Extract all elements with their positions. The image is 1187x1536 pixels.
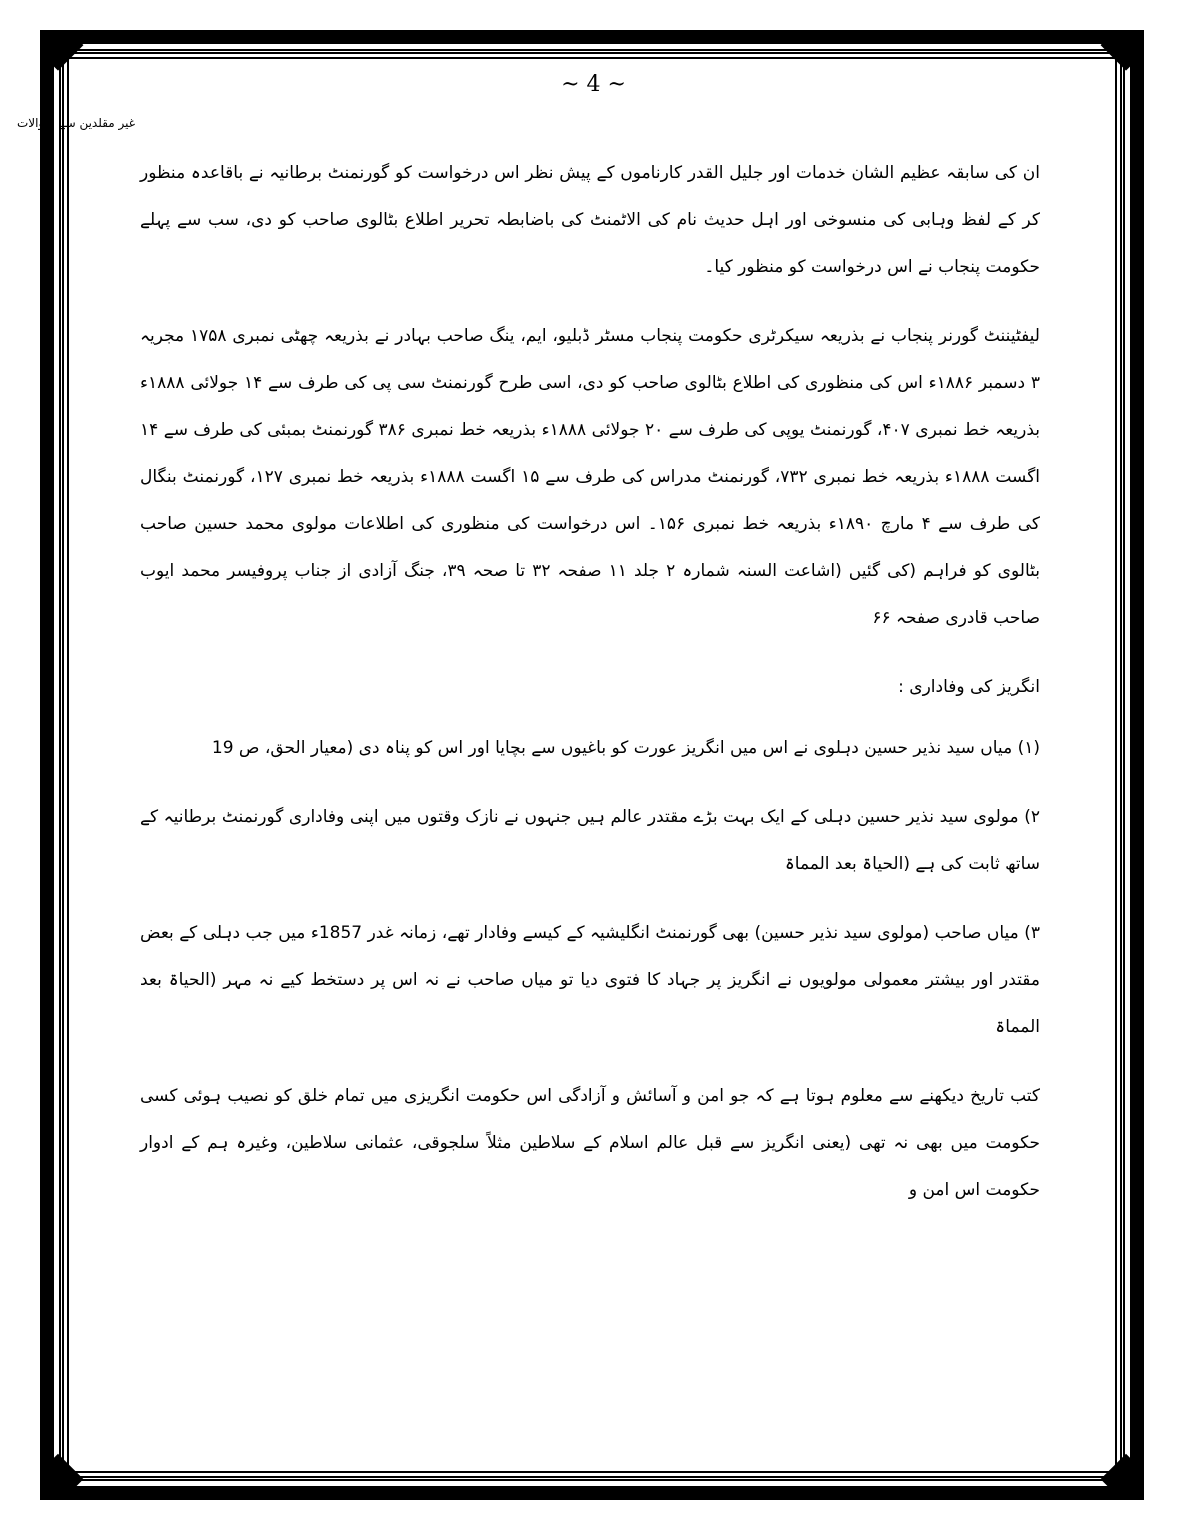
paragraph-3: (۱) میاں سید نذیر حسین دہلوی نے اس میں انگریز عورت کو باغیوں سے بچایا اور اس کو پناہ دی (معیار الحق، ص 19 [211, 738, 1040, 758]
paragraph-1: ان کی سابقہ عظیم الشان خدمات اور جلیل القدر کارناموں کے پیش نظر اس درخواست کو گورنمنٹ برطانیہ نے باقاعدہ منظور کر کے لفظ وہابی کی منسوخی اور اہل حدیث نام کی الاٹمنٹ کی باضابطہ تحریر اطلاع بٹالوی صاحب کو دی، سب سے پہلے حکومت پنجاب نے اس درخواست کو منظور کیا۔ [140, 163, 1040, 277]
page-number: ~ 4 ~ [561, 72, 626, 97]
document-body [140, 150, 1040, 1236]
section-heading: انگریز کی وفاداری : [898, 677, 1040, 697]
running-header: غیر مقلدین سے سوالات [17, 116, 136, 130]
paragraph-4: ۲) مولوی سید نذیر حسین دہلی کے ایک بہت بڑے مقتدر عالم ہیں جنہوں نے نازک وقتوں میں اپنی وفاداری گورنمنٹ برطانیہ کے ساتھ ثابت کی ہے (الحیاۃ بعد المماۃ [140, 807, 1040, 874]
paragraph-5: ۳) میاں صاحب (مولوی سید نذیر حسین) بھی گورنمنٹ انگلیشیہ کے کیسے وفادار تھے، زمانہ غدر 1857ء میں جب دہلی کے بعض مقتدر اور بیشتر معمولی مولویوں نے انگریز پر جہاد کا فتوی دیا تو میاں صاحب نے نہ اس پر دستخط کیے نہ مہر (الحیاۃ بعد المماۃ [140, 923, 1040, 1037]
paragraph-2: لیفٹیننٹ گورنر پنجاب نے بذریعہ سیکرٹری حکومت پنجاب مسٹر ڈبلیو، ایم، ینگ صاحب بہادر نے بذریعہ چھٹی نمبری ۱۷۵۸ مجریہ ۳ دسمبر ۱۸۸۶ء اس کی منظوری کی اطلاع بٹالوی صاحب کو دی، اسی طرح گورنمنٹ سی پی کی طرف سے ۱۴ جولائی ۱۸۸۸ء بذریعہ خط نمبری ۴۰۷، گورنمنٹ یوپی کی طرف سے ۲۰ جولائی ۱۸۸۸ء بذریعہ خط نمبری ۳۸۶ گورنمنٹ بمبئی کی طرف سے ۱۴ اگست ۱۸۸۸ء بذریعہ خط نمبری ۷۳۲، گورنمنٹ مدراس کی طرف سے ۱۵ اگست ۱۸۸۸ء بذریعہ خط نمبری ۱۲۷، گورنمنٹ بنگال کی طرف سے ۴ مارچ ۱۸۹۰ء بذریعہ خط نمبری ۱۵۶۔ اس درخواست کی منظوری کی اطلاعات مولوی محمد حسین صاحب بٹالوی کو فراہم (کی گئیں (اشاعت السنہ شمارہ ۲ جلد ۱۱ صفحہ ۳۲ تا صحہ ۳۹، جنگ آزادی از جناب پروفیسر محمد ایوب صاحب قادری صفحہ ۶۶ [140, 326, 1041, 628]
paragraph-6: کتب تاریخ دیکھنے سے معلوم ہوتا ہے کہ جو امن و آسائش و آزادگی اس حکومت انگریزی میں تمام خلق کو نصیب ہوئی کسی حکومت میں بھی نہ تھی (یعنی انگریز سے قبل عالم اسلام کے سلاطین مثلاً سلجوقی، عثمانی سلاطین، وغیرہ ہم کے ادوار حکومت اس امن و [140, 1086, 1040, 1200]
